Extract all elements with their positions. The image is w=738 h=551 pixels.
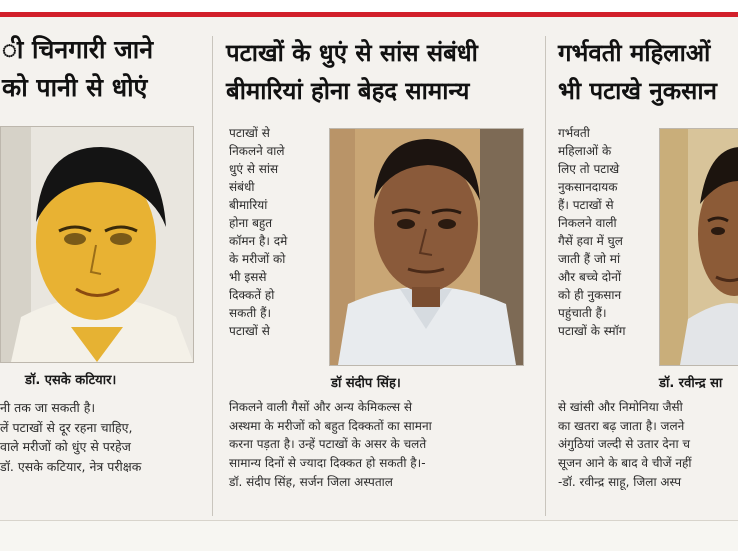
body-line: कॉमन है। दमे [229, 234, 288, 248]
portrait-photo-col1 [0, 126, 194, 363]
headline-col3-line2: भी पटाखे नुकसान [558, 77, 717, 105]
body-text-col2-narrow [229, 124, 287, 340]
body-line: संबंधी [229, 180, 255, 194]
body-line: -डॉ. रवीन्द्र साहू, जिला अस्प [558, 474, 682, 489]
body-line: महिलाओं के [558, 144, 612, 158]
body-line: पटाखों से [229, 324, 270, 338]
body-line: और बच्चे दोनों [558, 270, 622, 284]
body-line: सकती हैं। [229, 306, 272, 320]
body-line: लिए तो पटाखे [558, 162, 620, 176]
photo-caption-col1: डॉ. एसके कटियार। [25, 373, 117, 388]
body-line: हैं। पटाखों से [558, 198, 614, 212]
body-text-col3 [558, 398, 691, 492]
body-line: धुएं से सांस [229, 162, 279, 176]
portrait-col3-image [660, 129, 738, 365]
top-red-rule [0, 12, 738, 17]
photo-caption-col3: डॉ. रवीन्द्र सा [659, 376, 723, 391]
body-text-col1 [0, 398, 141, 476]
body-line: अंगुठियां जल्दी से उतार देना च [558, 437, 691, 452]
top-margin [0, 0, 738, 12]
portrait-photo-col3 [659, 128, 738, 366]
body-line: का खतरा बढ़ जाता है। जलने [558, 418, 685, 433]
body-line: पटाखों के स्मॉग [558, 324, 626, 338]
column-divider-2 [545, 36, 546, 516]
body-line: पटाखों से [229, 126, 270, 140]
body-line: अस्थमा के मरीजों को बहुत दिक्कतों का सामना [229, 418, 432, 433]
portrait-col2-image [330, 129, 523, 365]
bottom-strip [0, 520, 738, 551]
headline-col1-line1: ी चिनगारी जाने [2, 35, 154, 64]
headline-col2-line1: पटाखों के धुएं से सांस संबंधी [226, 39, 478, 67]
body-line: लें पटाखों से दूर रहना चाहिए, [0, 419, 133, 435]
body-line: होना बहुत [229, 216, 273, 230]
body-line: गर्भवती [558, 126, 590, 140]
headline-col2-line2: बीमारियां होना बेहद सामान्य [226, 77, 470, 105]
body-line: के मरीजों को [229, 252, 286, 266]
body-line: निकलने वाले [229, 144, 285, 158]
body-line: भी इससे [229, 270, 267, 284]
body-line: सामान्य दिनों से ज्यादा दिक्कत हो सकती है।- [229, 456, 426, 471]
column-divider-1 [212, 36, 213, 516]
body-line: नुकसानदायक [558, 180, 618, 194]
body-line: करना पड़ता है। उन्हें पटाखों के असर के चलते [229, 437, 427, 452]
body-line: डॉ. एसके कटियार, नेत्र परीक्षक [0, 458, 142, 474]
photo-caption-col2: डॉ संदीप सिंह। [331, 376, 401, 391]
headline-col3-line1: गर्भवती महिलाओं [558, 39, 711, 67]
portrait-col1-image [1, 127, 193, 362]
body-line: गैसें हवा में घुल [558, 234, 623, 248]
body-line: बीमारियां [229, 198, 268, 212]
portrait-photo-col2 [329, 128, 524, 366]
body-line: को ही नुकसान [558, 288, 622, 302]
body-line: सूजन आने के बाद वे चीजें नहीं [558, 456, 692, 471]
body-line: से खांसी और निमोनिया जैसी [558, 400, 683, 414]
headline-col1-line2: को पानी से धोएं [2, 73, 148, 102]
body-text-col3-narrow [558, 124, 625, 340]
body-line: दिक्कतें हो [229, 288, 275, 302]
body-line: पहुंचाती हैं। [558, 306, 607, 320]
body-line: निकलने वाली गैसों और अन्य केमिकल्स से [229, 400, 413, 414]
body-text-col2 [229, 398, 432, 492]
body-line: जाती हैं जो मां [558, 252, 621, 266]
body-line: निकलने वाली [558, 216, 617, 230]
body-line: डॉ. संदीप सिंह, सर्जन जिला अस्पताल [229, 474, 393, 489]
body-line: नी तक जा सकती है। [0, 400, 96, 415]
body-line: वाले मरीजों को धुंए से परहेज [0, 439, 131, 454]
